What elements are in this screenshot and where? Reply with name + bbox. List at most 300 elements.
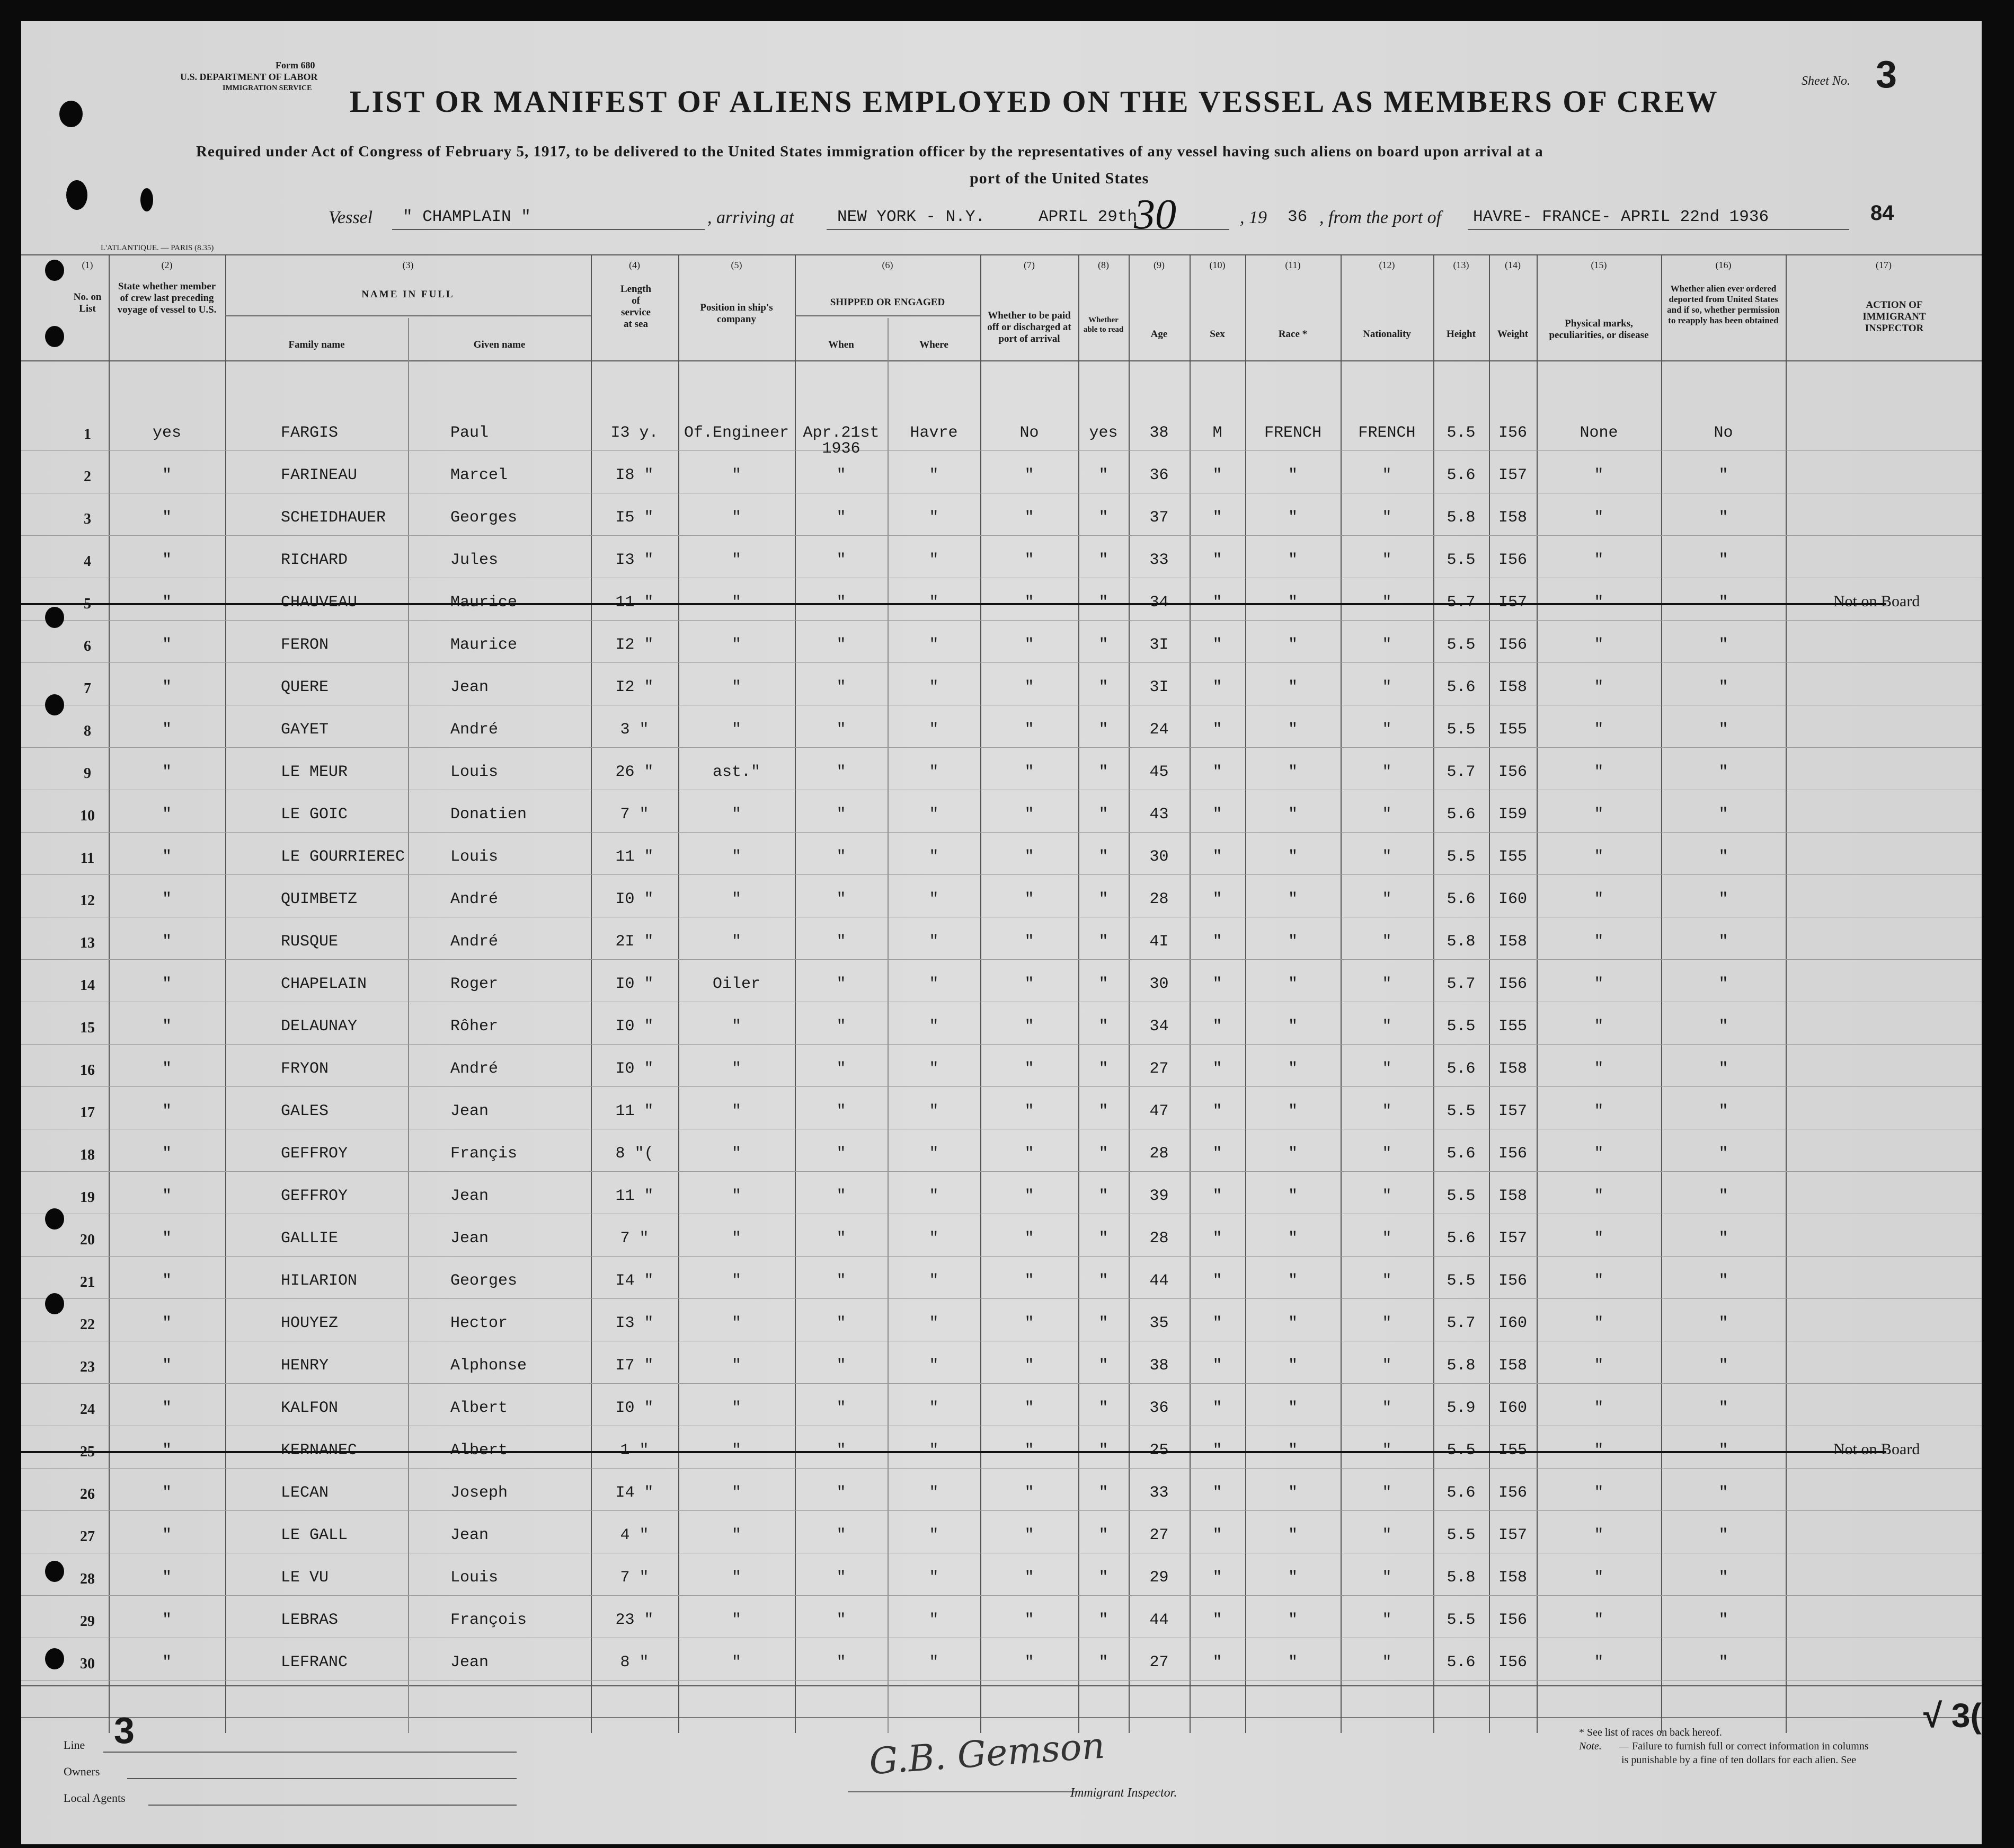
col10-header: Sex <box>1210 329 1225 340</box>
prev-voyage: yes <box>152 424 181 442</box>
physical-marks: " <box>1594 466 1604 484</box>
given-name: Donatien <box>450 806 527 824</box>
prev-voyage: " <box>162 1102 172 1120</box>
deported-status: " <box>1718 1060 1728 1078</box>
paid-off: " <box>1024 975 1034 993</box>
nationality: " <box>1382 1569 1392 1587</box>
weight: I58 <box>1498 1569 1527 1587</box>
length-of-service: 26 " <box>615 763 654 781</box>
inspector-signature: G.B. Gemson <box>867 1725 1106 1783</box>
prev-voyage: " <box>162 1187 172 1205</box>
position: " <box>731 1484 741 1502</box>
deported-status: " <box>1718 466 1728 484</box>
able-to-read: " <box>1098 1272 1108 1290</box>
length-of-service: I2 " <box>615 678 654 696</box>
given-name: Rôher <box>450 1018 499 1036</box>
shipped-when-year: 1936 <box>822 440 860 458</box>
given-name: Françis <box>450 1145 518 1163</box>
given-name: Jules <box>450 551 499 569</box>
given-name: Jean <box>450 1230 489 1248</box>
physical-marks: " <box>1594 1526 1604 1544</box>
able-to-read: " <box>1098 806 1108 824</box>
row-rule <box>21 1383 1982 1384</box>
position: " <box>731 721 741 739</box>
shipped-where: " <box>929 1018 939 1036</box>
arriving-label: , arriving at <box>707 208 794 227</box>
sex: " <box>1212 1145 1222 1163</box>
year-prefix: , 19 <box>1240 208 1267 227</box>
row-rule <box>21 1595 1982 1596</box>
page-number: 84 <box>1870 201 1894 225</box>
weight: I60 <box>1498 1399 1527 1417</box>
height: 5.5 <box>1447 551 1476 569</box>
length-of-service: 7 " <box>620 1569 649 1587</box>
height: 5.8 <box>1447 1569 1476 1587</box>
given-name: Louis <box>450 848 499 866</box>
family-name: FRYON <box>281 1060 329 1078</box>
race: " <box>1288 1357 1298 1375</box>
punch-hole <box>45 1293 64 1314</box>
from-underline <box>1468 229 1849 230</box>
length-of-service: 11 " <box>615 594 654 612</box>
length-of-service: 11 " <box>615 1187 654 1205</box>
weight: I60 <box>1498 890 1527 908</box>
col10-number: (10) <box>1209 260 1226 270</box>
height: 5.6 <box>1447 1060 1476 1078</box>
prev-voyage: " <box>162 1442 172 1460</box>
sex: M <box>1212 424 1222 442</box>
deported-status: " <box>1718 1654 1728 1672</box>
weight: I55 <box>1498 721 1527 739</box>
races-note: * See list of races on back hereof. <box>1579 1727 1722 1738</box>
col16-number: (16) <box>1715 260 1732 270</box>
nationality: " <box>1382 975 1392 993</box>
manifest-sheet <box>21 21 1982 1844</box>
paid-off: " <box>1024 1399 1034 1417</box>
physical-marks: " <box>1594 551 1604 569</box>
height: 5.7 <box>1447 1314 1476 1332</box>
height: 5.8 <box>1447 1357 1476 1375</box>
line-number: 11 <box>80 850 95 866</box>
row-rule <box>21 1468 1982 1469</box>
weight: I55 <box>1498 1442 1527 1460</box>
able-to-read: " <box>1098 890 1108 908</box>
deported-status: " <box>1718 1442 1728 1460</box>
arrival-date-correction: 30 <box>1134 191 1176 238</box>
length-of-service: 11 " <box>615 848 654 866</box>
age: 24 <box>1149 721 1169 739</box>
able-to-read: " <box>1098 1357 1108 1375</box>
shipped-when: " <box>836 975 846 993</box>
length-of-service: 2I " <box>615 933 654 951</box>
deported-status: " <box>1718 1145 1728 1163</box>
weight: I60 <box>1498 1314 1527 1332</box>
weight: I56 <box>1498 636 1527 654</box>
able-to-read: " <box>1098 509 1108 527</box>
shipped-when: Apr.21st <box>803 424 880 442</box>
shipped-when: " <box>836 551 846 569</box>
col15-number: (15) <box>1591 260 1607 270</box>
line-number: 15 <box>80 1020 95 1036</box>
physical-marks: " <box>1594 1611 1604 1629</box>
prev-voyage: " <box>162 1314 172 1332</box>
col12-number: (12) <box>1379 260 1395 270</box>
row-rule <box>21 747 1982 748</box>
prev-voyage: " <box>162 594 172 612</box>
race: " <box>1288 1399 1298 1417</box>
col8-header: Whether able to read <box>1083 316 1124 334</box>
shipped-when: " <box>836 721 846 739</box>
race: " <box>1288 975 1298 993</box>
service: IMMIGRATION SERVICE <box>223 84 312 92</box>
height: 5.9 <box>1447 1399 1476 1417</box>
shipped-where: " <box>929 721 939 739</box>
deported-status: " <box>1718 763 1728 781</box>
age: 28 <box>1149 890 1169 908</box>
nationality: " <box>1382 1484 1392 1502</box>
race: " <box>1288 1187 1298 1205</box>
family-name: RICHARD <box>281 551 348 569</box>
paid-off: " <box>1024 848 1034 866</box>
col4-header: Length of service at sea <box>620 284 652 330</box>
sex: " <box>1212 933 1222 951</box>
table-top-border <box>21 254 1982 255</box>
inspector-action: Not on Board <box>1833 1440 1920 1458</box>
line-number: 27 <box>80 1528 95 1545</box>
paid-off: " <box>1024 594 1034 612</box>
deported-status: " <box>1718 1399 1728 1417</box>
sex: " <box>1212 678 1222 696</box>
given-name-header: Given name <box>473 339 526 350</box>
weight: I56 <box>1498 1611 1527 1629</box>
physical-marks: " <box>1594 509 1604 527</box>
family-name: LE GOIC <box>281 806 348 824</box>
date-underline <box>1028 229 1229 230</box>
sex: " <box>1212 1526 1222 1544</box>
physical-marks: " <box>1594 1314 1604 1332</box>
length-of-service: I0 " <box>615 890 654 908</box>
family-name: LE MEUR <box>281 763 348 781</box>
race: " <box>1288 848 1298 866</box>
footer-rule <box>21 1717 1982 1718</box>
strike-through-line <box>21 603 1886 605</box>
age: 27 <box>1149 1654 1169 1672</box>
manifest-title: LIST OR MANIFEST OF ALIENS EMPLOYED ON THE VESSEL AS MEMBERS OF CREW <box>350 84 1719 119</box>
position: " <box>731 1399 741 1417</box>
nationality: " <box>1382 1442 1392 1460</box>
sex: " <box>1212 1484 1222 1502</box>
given-name: Marcel <box>450 466 508 484</box>
line-number: 30 <box>80 1656 95 1672</box>
age: 38 <box>1149 424 1169 442</box>
physical-marks: " <box>1594 806 1604 824</box>
deported-status: " <box>1718 1526 1728 1544</box>
line-number: 26 <box>80 1486 95 1502</box>
able-to-read: " <box>1098 1230 1108 1248</box>
given-name: Paul <box>450 424 489 442</box>
sex: " <box>1212 1569 1222 1587</box>
physical-marks: " <box>1594 1442 1604 1460</box>
nationality: " <box>1382 594 1392 612</box>
length-of-service: 8 " <box>620 1654 649 1672</box>
physical-marks: " <box>1594 1145 1604 1163</box>
shipped-where: " <box>929 1442 939 1460</box>
shipped-where: " <box>929 1145 939 1163</box>
nationality: " <box>1382 1314 1392 1332</box>
nationality: " <box>1382 1399 1392 1417</box>
race: " <box>1288 1018 1298 1036</box>
position: " <box>731 806 741 824</box>
sex: " <box>1212 806 1222 824</box>
col12-header: Nationality <box>1363 329 1411 340</box>
prev-voyage: " <box>162 1357 172 1375</box>
note-text-line1: — Failure to furnish full or correct information in columns <box>1619 1740 1869 1752</box>
deported-status: " <box>1718 1314 1728 1332</box>
col1-number: (1) <box>82 260 93 270</box>
line-number: 12 <box>80 892 95 909</box>
col7-header: Whether to be paid off or discharged at port of arrival <box>987 310 1071 344</box>
family-name-header: Family name <box>288 339 345 350</box>
row-rule <box>21 662 1982 663</box>
race: " <box>1288 678 1298 696</box>
shipped-where: " <box>929 594 939 612</box>
length-of-service: I3 " <box>615 551 654 569</box>
weight: I56 <box>1498 1272 1527 1290</box>
col-divider <box>225 254 226 1733</box>
position: " <box>731 1569 741 1587</box>
shipped-when: " <box>836 1314 846 1332</box>
nationality: " <box>1382 678 1392 696</box>
shipped-when: " <box>836 763 846 781</box>
age: 28 <box>1149 1145 1169 1163</box>
length-of-service: I0 " <box>615 1399 654 1417</box>
paid-off: " <box>1024 1145 1034 1163</box>
position: " <box>731 636 741 654</box>
height: 5.5 <box>1447 1442 1476 1460</box>
sex: " <box>1212 1272 1222 1290</box>
sex: " <box>1212 636 1222 654</box>
row-rule <box>21 959 1982 960</box>
position: " <box>731 509 741 527</box>
family-name: DELAUNAY <box>281 1018 358 1036</box>
shipped-when: " <box>836 806 846 824</box>
shipped-when: " <box>836 890 846 908</box>
weight: I59 <box>1498 806 1527 824</box>
col5-number: (5) <box>731 260 742 270</box>
family-name: QUIMBETZ <box>281 890 358 908</box>
paid-off: " <box>1024 551 1034 569</box>
prev-voyage: " <box>162 763 172 781</box>
col6-header: SHIPPED OR ENGAGED <box>830 297 945 308</box>
position: Of.Engineer <box>684 424 789 442</box>
family-name: SCHEIDHAUER <box>281 509 386 527</box>
able-to-read: " <box>1098 551 1108 569</box>
family-name: CHAPELAIN <box>281 975 367 993</box>
sex: " <box>1212 1018 1222 1036</box>
paid-off: " <box>1024 1018 1034 1036</box>
given-name: François <box>450 1611 527 1629</box>
race: FRENCH <box>1264 424 1322 442</box>
col3-header: NAME IN FULL <box>361 289 455 300</box>
strike-through-line <box>21 1451 1886 1453</box>
line-number: 22 <box>80 1316 95 1333</box>
given-name: Louis <box>450 763 499 781</box>
shipped-where: " <box>929 1060 939 1078</box>
physical-marks: " <box>1594 1272 1604 1290</box>
race: " <box>1288 1060 1298 1078</box>
family-name: KALFON <box>281 1399 339 1417</box>
col7-number: (7) <box>1024 260 1035 270</box>
race: " <box>1288 1314 1298 1332</box>
deported-status: " <box>1718 890 1728 908</box>
race: " <box>1288 466 1298 484</box>
physical-marks: " <box>1594 1569 1604 1587</box>
deported-status: " <box>1718 1187 1728 1205</box>
race: " <box>1288 551 1298 569</box>
prev-voyage: " <box>162 933 172 951</box>
position: " <box>731 1314 741 1332</box>
col9-header: Age <box>1150 329 1168 340</box>
paid-off: " <box>1024 1569 1034 1587</box>
family-name: GALES <box>281 1102 329 1120</box>
physical-marks: " <box>1594 1018 1604 1036</box>
family-name: GEFFROY <box>281 1187 348 1205</box>
shipped-when: " <box>836 1357 846 1375</box>
col15-header: Physical marks, peculiarities, or disease <box>1549 318 1649 341</box>
position: " <box>731 678 741 696</box>
height: 5.6 <box>1447 1230 1476 1248</box>
row-rule <box>21 1256 1982 1257</box>
able-to-read: " <box>1098 1187 1108 1205</box>
shipped-where: Havre <box>910 424 958 442</box>
family-name: GEFFROY <box>281 1145 348 1163</box>
shipped-where: " <box>929 848 939 866</box>
paid-off: " <box>1024 1102 1034 1120</box>
able-to-read: " <box>1098 721 1108 739</box>
line-number: 3 <box>84 511 91 527</box>
nationality: " <box>1382 1060 1392 1078</box>
height: 5.6 <box>1447 466 1476 484</box>
position: " <box>731 594 741 612</box>
shipped-when: " <box>836 933 846 951</box>
weight: I56 <box>1498 1654 1527 1672</box>
weight: I58 <box>1498 1357 1527 1375</box>
length-of-service: I0 " <box>615 975 654 993</box>
punch-hole <box>45 1208 64 1230</box>
physical-marks: None <box>1580 424 1618 442</box>
arriving-port: NEW YORK - N.Y. <box>837 208 986 226</box>
line-number: 10 <box>80 808 95 824</box>
age: 3I <box>1149 678 1169 696</box>
physical-marks: " <box>1594 721 1604 739</box>
length-of-service: 4 " <box>620 1526 649 1544</box>
height: 5.5 <box>1447 424 1476 442</box>
age: 30 <box>1149 848 1169 866</box>
shipped-when: " <box>836 636 846 654</box>
shipped-where: " <box>929 763 939 781</box>
family-name: LE GOURRIEREC <box>281 848 405 866</box>
paid-off: " <box>1024 890 1034 908</box>
prev-voyage: " <box>162 1654 172 1672</box>
prev-voyage: " <box>162 1399 172 1417</box>
weight: I56 <box>1498 975 1527 993</box>
row-rule <box>21 832 1982 833</box>
nationality: " <box>1382 1102 1392 1120</box>
given-name: Jean <box>450 1102 489 1120</box>
race: " <box>1288 636 1298 654</box>
age: 27 <box>1149 1526 1169 1544</box>
shipped-where: " <box>929 1272 939 1290</box>
sex: " <box>1212 848 1222 866</box>
prev-voyage: " <box>162 848 172 866</box>
position: ast." <box>712 763 760 781</box>
position: " <box>731 1230 741 1248</box>
height: 5.5 <box>1447 1611 1476 1629</box>
weight: I58 <box>1498 933 1527 951</box>
physical-marks: " <box>1594 594 1604 612</box>
weight: I58 <box>1498 1187 1527 1205</box>
age: 30 <box>1149 975 1169 993</box>
nationality: " <box>1382 466 1392 484</box>
row-rule <box>21 620 1982 621</box>
able-to-read: " <box>1098 1060 1108 1078</box>
race: " <box>1288 1484 1298 1502</box>
able-to-read: " <box>1098 848 1108 866</box>
physical-marks: " <box>1594 933 1604 951</box>
age: 33 <box>1149 1484 1169 1502</box>
paid-off: " <box>1024 1272 1034 1290</box>
sex: " <box>1212 1314 1222 1332</box>
position: " <box>731 1272 741 1290</box>
length-of-service: I3 " <box>615 1314 654 1332</box>
prev-voyage: " <box>162 1060 172 1078</box>
shipped-when: " <box>836 1526 846 1544</box>
col-divider <box>408 318 409 1733</box>
race: " <box>1288 1611 1298 1629</box>
height: 5.7 <box>1447 763 1476 781</box>
sex: " <box>1212 890 1222 908</box>
port-underline <box>827 229 1028 230</box>
able-to-read: " <box>1098 636 1108 654</box>
line-number: 14 <box>80 977 95 994</box>
position: " <box>731 1526 741 1544</box>
given-name: Georges <box>450 1272 518 1290</box>
given-name: Joseph <box>450 1484 508 1502</box>
shipped-where: " <box>929 975 939 993</box>
row-rule <box>21 1086 1982 1087</box>
race: " <box>1288 1569 1298 1587</box>
physical-marks: " <box>1594 636 1604 654</box>
able-to-read: " <box>1098 1399 1108 1417</box>
vessel-underline <box>392 229 705 230</box>
shipped-when: " <box>836 594 846 612</box>
length-of-service: I3 y. <box>610 424 659 442</box>
shipped-where: " <box>929 636 939 654</box>
height: 5.6 <box>1447 678 1476 696</box>
department: U.S. DEPARTMENT OF LABOR <box>180 72 318 82</box>
age: 43 <box>1149 806 1169 824</box>
nationality: " <box>1382 1145 1392 1163</box>
required-text-line2: port of the United States <box>970 170 1149 187</box>
col4-number: (4) <box>629 260 640 270</box>
col17-header: ACTION OF IMMIGRANT INSPECTOR <box>1862 299 1926 334</box>
length-of-service: I2 " <box>615 636 654 654</box>
nationality: " <box>1382 1526 1392 1544</box>
col14-number: (14) <box>1505 260 1521 270</box>
col6-number: (6) <box>882 260 893 270</box>
position: " <box>731 848 741 866</box>
nationality: " <box>1382 1230 1392 1248</box>
